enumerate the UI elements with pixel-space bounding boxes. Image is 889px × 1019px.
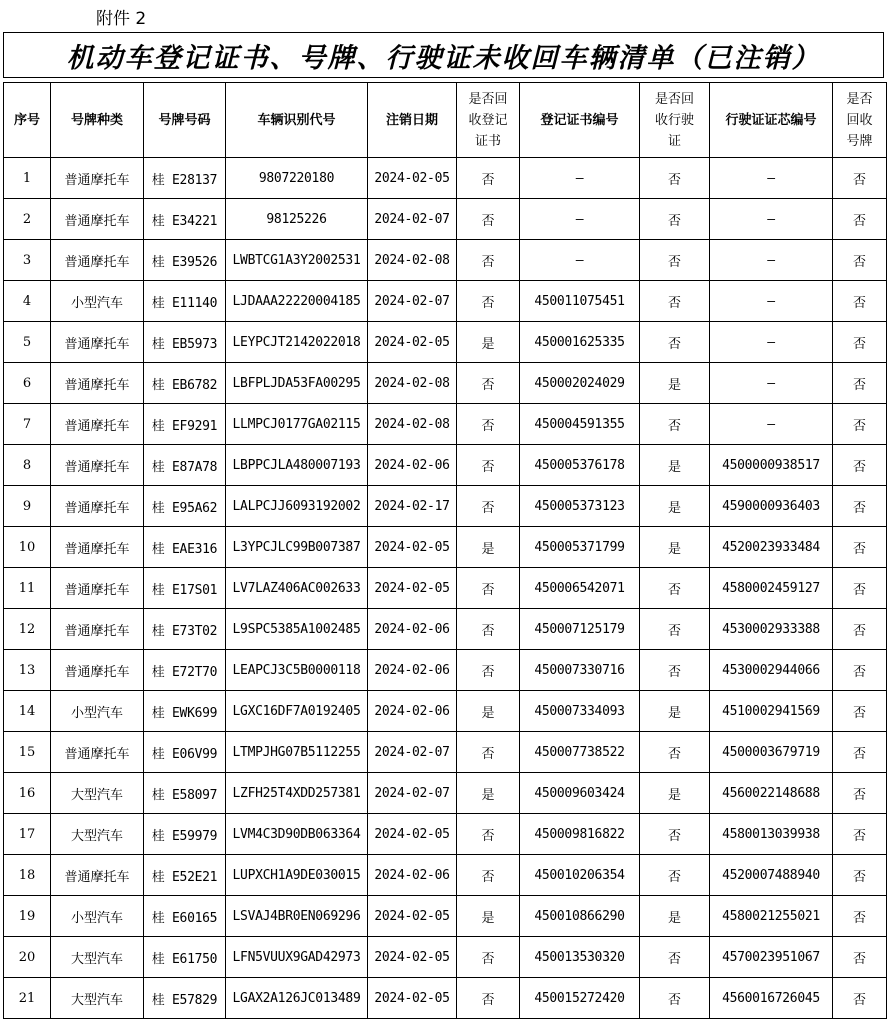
header-row [4, 83, 887, 158]
cell-license-core-no: 4570023951067 [710, 937, 833, 978]
cell-license-core-no: 4560016726045 [710, 978, 833, 1019]
cell-plate-type: 普通摩托车 [51, 445, 144, 486]
cell-plate-no: 桂 E73T02 [144, 609, 226, 650]
cell-license-recovered: 否 [640, 855, 710, 896]
cell-cert-recovered: 否 [457, 199, 520, 240]
cell-vin: L3YPCJLC99B007387 [226, 527, 368, 568]
cell-seq: 3 [4, 240, 51, 281]
cell-plate-no: 桂 E34221 [144, 199, 226, 240]
cell-plate-recovered: 否 [833, 691, 887, 732]
cell-license-recovered: 否 [640, 650, 710, 691]
cell-vin: LEYPCJT2142022018 [226, 322, 368, 363]
cell-plate-recovered: 否 [833, 199, 887, 240]
cell-cancel-date: 2024-02-06 [368, 445, 457, 486]
header-cert-recovered-l2: 收登记 [468, 112, 508, 128]
cell-cancel-date: 2024-02-05 [368, 158, 457, 199]
cell-seq: 9 [4, 486, 51, 527]
table-row [4, 650, 887, 691]
cell-seq: 17 [4, 814, 51, 855]
cell-vin: LUPXCH1A9DE030015 [226, 855, 368, 896]
cell-cancel-date: 2024-02-05 [368, 978, 457, 1019]
header-plate-recovered-l1: 是否 [846, 91, 873, 107]
header-plate-recovered-l3: 号牌 [846, 133, 873, 149]
cell-cert-no: 450009816822 [520, 814, 640, 855]
cell-plate-recovered: 否 [833, 322, 887, 363]
cell-cancel-date: 2024-02-06 [368, 609, 457, 650]
cell-plate-no: 桂 EF9291 [144, 404, 226, 445]
header-cert-no [520, 83, 640, 158]
cell-license-core-no: 4580002459127 [710, 568, 833, 609]
cell-cert-no: 450005373123 [520, 486, 640, 527]
cell-license-core-no: 4500003679719 [710, 732, 833, 773]
cell-seq: 21 [4, 978, 51, 1019]
table-row [4, 773, 887, 814]
cell-plate-recovered: 否 [833, 158, 887, 199]
cell-plate-recovered: 否 [833, 527, 887, 568]
cell-cert-no: 450015272420 [520, 978, 640, 1019]
cell-license-recovered: 是 [640, 691, 710, 732]
cell-license-core-no: 4560022148688 [710, 773, 833, 814]
cell-plate-no: 桂 E59979 [144, 814, 226, 855]
cell-plate-type: 普通摩托车 [51, 199, 144, 240]
cell-cert-no: 450010206354 [520, 855, 640, 896]
cell-license-core-no: — [710, 404, 833, 445]
table-row [4, 199, 887, 240]
cell-plate-no: 桂 E17S01 [144, 568, 226, 609]
cell-license-recovered: 是 [640, 445, 710, 486]
cell-cancel-date: 2024-02-07 [368, 281, 457, 322]
cell-vin: L9SPC5385A1002485 [226, 609, 368, 650]
table-body [4, 158, 887, 1019]
table-row [4, 486, 887, 527]
cell-plate-recovered: 否 [833, 568, 887, 609]
cell-plate-recovered: 否 [833, 404, 887, 445]
table-row [4, 445, 887, 486]
cell-license-core-no: — [710, 240, 833, 281]
cell-plate-type: 普通摩托车 [51, 609, 144, 650]
cell-plate-type: 普通摩托车 [51, 158, 144, 199]
cell-plate-type: 普通摩托车 [51, 568, 144, 609]
cell-cert-recovered: 否 [457, 650, 520, 691]
cell-cancel-date: 2024-02-05 [368, 527, 457, 568]
cell-cert-no: — [520, 158, 640, 199]
cell-license-core-no: 4580021255021 [710, 896, 833, 937]
cell-plate-no: 桂 E60165 [144, 896, 226, 937]
cell-seq: 7 [4, 404, 51, 445]
cell-cert-no: — [520, 199, 640, 240]
cell-cancel-date: 2024-02-05 [368, 937, 457, 978]
header-seq-label: 序号 [13, 112, 40, 128]
cell-license-recovered: 是 [640, 773, 710, 814]
cell-plate-no: 桂 E87A78 [144, 445, 226, 486]
cell-license-recovered: 否 [640, 322, 710, 363]
cell-license-recovered: 是 [640, 363, 710, 404]
cell-plate-type: 大型汽车 [51, 814, 144, 855]
cell-plate-no: 桂 EB5973 [144, 322, 226, 363]
header-vin [226, 83, 368, 158]
cell-license-core-no: 4580013039938 [710, 814, 833, 855]
cell-cert-recovered: 否 [457, 404, 520, 445]
cell-cancel-date: 2024-02-17 [368, 486, 457, 527]
cell-seq: 4 [4, 281, 51, 322]
cell-cancel-date: 2024-02-05 [368, 814, 457, 855]
header-cert-recovered-l3: 证书 [474, 133, 501, 149]
cell-cert-recovered: 是 [457, 896, 520, 937]
cell-plate-no: 桂 E95A62 [144, 486, 226, 527]
cell-vin: LSVAJ4BR0EN069296 [226, 896, 368, 937]
cell-cert-recovered: 是 [457, 322, 520, 363]
cell-cert-recovered: 否 [457, 158, 520, 199]
cell-seq: 18 [4, 855, 51, 896]
cell-vin: 98125226 [226, 199, 368, 240]
cell-plate-type: 普通摩托车 [51, 404, 144, 445]
table-row [4, 568, 887, 609]
cell-license-recovered: 否 [640, 978, 710, 1019]
cell-license-core-no: 4530002933388 [710, 609, 833, 650]
table-row [4, 527, 887, 568]
cell-seq: 1 [4, 158, 51, 199]
header-cancel-date-label: 注销日期 [385, 112, 438, 128]
cell-license-core-no: 4520023933484 [710, 527, 833, 568]
header-license-recovered-l1: 是否回 [654, 91, 694, 107]
cell-cert-recovered: 否 [457, 732, 520, 773]
cell-cert-recovered: 否 [457, 609, 520, 650]
cell-plate-type: 普通摩托车 [51, 855, 144, 896]
table-row [4, 240, 887, 281]
cell-plate-no: 桂 E06V99 [144, 732, 226, 773]
header-cert-no-label: 登记证书编号 [540, 112, 619, 128]
cell-license-recovered: 是 [640, 896, 710, 937]
cell-license-recovered: 否 [640, 240, 710, 281]
cell-plate-recovered: 否 [833, 650, 887, 691]
cell-vin: LBFPLJDA53FA00295 [226, 363, 368, 404]
cell-license-recovered: 否 [640, 937, 710, 978]
cell-plate-type: 小型汽车 [51, 691, 144, 732]
cell-cert-no: 450001625335 [520, 322, 640, 363]
cell-plate-no: 桂 E11140 [144, 281, 226, 322]
cell-cancel-date: 2024-02-05 [368, 896, 457, 937]
cell-plate-type: 普通摩托车 [51, 322, 144, 363]
cell-plate-no: 桂 EB6782 [144, 363, 226, 404]
cell-plate-type: 普通摩托车 [51, 527, 144, 568]
cell-plate-recovered: 否 [833, 732, 887, 773]
cell-plate-type: 普通摩托车 [51, 240, 144, 281]
cell-cert-no: 450007738522 [520, 732, 640, 773]
header-license-recovered [640, 83, 710, 158]
header-license-core-no [710, 83, 833, 158]
cell-plate-recovered: 否 [833, 978, 887, 1019]
cell-vin: LEAPCJ3C5B0000118 [226, 650, 368, 691]
cell-cancel-date: 2024-02-08 [368, 363, 457, 404]
cell-seq: 8 [4, 445, 51, 486]
cell-vin: LFN5VUUX9GAD42973 [226, 937, 368, 978]
cell-vin: LJDAAA22220004185 [226, 281, 368, 322]
table-row [4, 814, 887, 855]
cell-vin: LLMPCJ0177GA02115 [226, 404, 368, 445]
header-cert-recovered [457, 83, 520, 158]
header-vin-label: 车辆识别代号 [257, 112, 336, 128]
cell-cert-no: 450013530320 [520, 937, 640, 978]
header-seq [4, 83, 51, 158]
cell-vin: LBPPCJLA480007193 [226, 445, 368, 486]
header-cert-recovered-l1: 是否回 [468, 91, 508, 107]
cell-cancel-date: 2024-02-07 [368, 773, 457, 814]
cell-cert-no: 450006542071 [520, 568, 640, 609]
cell-license-recovered: 是 [640, 486, 710, 527]
cell-cancel-date: 2024-02-07 [368, 732, 457, 773]
cell-plate-recovered: 否 [833, 281, 887, 322]
cell-plate-recovered: 否 [833, 855, 887, 896]
table-row [4, 896, 887, 937]
cell-cancel-date: 2024-02-06 [368, 691, 457, 732]
cell-plate-recovered: 否 [833, 814, 887, 855]
header-plate-no [144, 83, 226, 158]
cell-cert-recovered: 否 [457, 281, 520, 322]
cell-cert-recovered: 是 [457, 773, 520, 814]
cell-license-recovered: 否 [640, 199, 710, 240]
attachment-label: 附件 2 [96, 9, 147, 29]
cell-cert-recovered: 否 [457, 855, 520, 896]
cell-seq: 2 [4, 199, 51, 240]
cell-license-core-no: — [710, 281, 833, 322]
cell-seq: 6 [4, 363, 51, 404]
cell-plate-recovered: 否 [833, 363, 887, 404]
cell-license-core-no: 4530002944066 [710, 650, 833, 691]
table-row [4, 855, 887, 896]
header-plate-no-label: 号牌号码 [158, 112, 211, 128]
cell-cancel-date: 2024-02-06 [368, 650, 457, 691]
cell-plate-recovered: 否 [833, 937, 887, 978]
cell-plate-type: 普通摩托车 [51, 363, 144, 404]
cell-plate-no: 桂 EWK699 [144, 691, 226, 732]
table-row [4, 322, 887, 363]
title-box [3, 32, 884, 78]
cell-vin: LZFH25T4XDD257381 [226, 773, 368, 814]
header-plate-recovered [833, 83, 887, 158]
cell-plate-recovered: 否 [833, 773, 887, 814]
cell-cert-recovered: 是 [457, 527, 520, 568]
cell-plate-recovered: 否 [833, 240, 887, 281]
cell-plate-recovered: 否 [833, 486, 887, 527]
cell-vin: LGAX2A126JC013489 [226, 978, 368, 1019]
header-plate-recovered-l2: 回收 [846, 112, 873, 128]
cell-plate-recovered: 否 [833, 609, 887, 650]
table-row [4, 732, 887, 773]
cell-cert-no: 450005371799 [520, 527, 640, 568]
cell-license-core-no: 4510002941569 [710, 691, 833, 732]
header-license-recovered-l3: 证 [667, 133, 681, 149]
cell-plate-type: 普通摩托车 [51, 732, 144, 773]
cell-plate-type: 普通摩托车 [51, 486, 144, 527]
cell-cert-recovered: 否 [457, 568, 520, 609]
cell-vin: LV7LAZ406AC002633 [226, 568, 368, 609]
cell-cert-recovered: 是 [457, 691, 520, 732]
cell-plate-no: 桂 EAE316 [144, 527, 226, 568]
cell-plate-no: 桂 E61750 [144, 937, 226, 978]
cell-vin: LTMPJHG07B5112255 [226, 732, 368, 773]
cell-vin: LVM4C3D90DB063364 [226, 814, 368, 855]
cell-seq: 19 [4, 896, 51, 937]
cell-license-recovered: 否 [640, 404, 710, 445]
cell-vin: LWBTCG1A3Y2002531 [226, 240, 368, 281]
cell-vin: LALPCJJ6093192002 [226, 486, 368, 527]
cell-plate-no: 桂 E57829 [144, 978, 226, 1019]
cell-cert-recovered: 否 [457, 937, 520, 978]
table-row [4, 281, 887, 322]
cell-cert-no: 450010866290 [520, 896, 640, 937]
table-row [4, 937, 887, 978]
cell-cancel-date: 2024-02-08 [368, 404, 457, 445]
cell-plate-recovered: 否 [833, 896, 887, 937]
cell-seq: 15 [4, 732, 51, 773]
table-row [4, 609, 887, 650]
cell-cert-recovered: 否 [457, 814, 520, 855]
cell-plate-recovered: 否 [833, 445, 887, 486]
table-row [4, 978, 887, 1019]
cell-license-core-no: 4590000936403 [710, 486, 833, 527]
cell-seq: 14 [4, 691, 51, 732]
header-plate-type [51, 83, 144, 158]
cell-cert-no: 450007334093 [520, 691, 640, 732]
cell-cert-no: 450004591355 [520, 404, 640, 445]
cell-seq: 16 [4, 773, 51, 814]
cell-license-recovered: 否 [640, 158, 710, 199]
cell-cancel-date: 2024-02-07 [368, 199, 457, 240]
cell-license-recovered: 否 [640, 568, 710, 609]
cell-cancel-date: 2024-02-06 [368, 855, 457, 896]
cell-plate-type: 大型汽车 [51, 773, 144, 814]
table-row [4, 158, 887, 199]
cell-seq: 13 [4, 650, 51, 691]
cell-license-core-no: — [710, 158, 833, 199]
cell-plate-type: 小型汽车 [51, 896, 144, 937]
header-license-recovered-l2: 收行驶 [654, 112, 694, 128]
header-plate-type-label: 号牌种类 [70, 112, 123, 128]
header-cancel-date [368, 83, 457, 158]
cell-vin: LGXC16DF7A0192405 [226, 691, 368, 732]
cell-cert-recovered: 否 [457, 363, 520, 404]
cell-plate-type: 大型汽车 [51, 937, 144, 978]
cell-license-recovered: 否 [640, 281, 710, 322]
cell-license-recovered: 否 [640, 814, 710, 855]
cell-cancel-date: 2024-02-08 [368, 240, 457, 281]
cell-seq: 5 [4, 322, 51, 363]
cell-seq: 20 [4, 937, 51, 978]
table-row [4, 363, 887, 404]
cell-cert-no: 450007125179 [520, 609, 640, 650]
cell-plate-no: 桂 E52E21 [144, 855, 226, 896]
cell-license-core-no: — [710, 322, 833, 363]
cell-license-recovered: 否 [640, 732, 710, 773]
cell-plate-type: 大型汽车 [51, 978, 144, 1019]
cell-cert-no: 450002024029 [520, 363, 640, 404]
cell-cert-no: 450007330716 [520, 650, 640, 691]
table-row [4, 404, 887, 445]
cell-license-core-no: 4520007488940 [710, 855, 833, 896]
vehicle-table [3, 82, 887, 1019]
cell-license-core-no: — [710, 363, 833, 404]
cell-plate-no: 桂 E58097 [144, 773, 226, 814]
cell-license-recovered: 否 [640, 609, 710, 650]
cell-cancel-date: 2024-02-05 [368, 322, 457, 363]
cell-seq: 12 [4, 609, 51, 650]
cell-license-recovered: 是 [640, 527, 710, 568]
cell-cert-no: 450011075451 [520, 281, 640, 322]
cell-cert-recovered: 否 [457, 445, 520, 486]
cell-cancel-date: 2024-02-05 [368, 568, 457, 609]
cell-plate-no: 桂 E28137 [144, 158, 226, 199]
cell-cert-recovered: 否 [457, 486, 520, 527]
cell-license-core-no: — [710, 199, 833, 240]
cell-plate-no: 桂 E39526 [144, 240, 226, 281]
cell-cert-no: — [520, 240, 640, 281]
cell-seq: 10 [4, 527, 51, 568]
cell-plate-type: 小型汽车 [51, 281, 144, 322]
cell-cert-no: 450005376178 [520, 445, 640, 486]
cell-seq: 11 [4, 568, 51, 609]
cell-plate-no: 桂 E72T70 [144, 650, 226, 691]
document-title: 机动车登记证书、号牌、行驶证未收回车辆清单（已注销） [66, 42, 821, 74]
cell-cert-recovered: 否 [457, 240, 520, 281]
table-row [4, 691, 887, 732]
cell-cert-no: 450009603424 [520, 773, 640, 814]
cell-cert-recovered: 否 [457, 978, 520, 1019]
cell-plate-type: 普通摩托车 [51, 650, 144, 691]
header-license-core-no-label: 行驶证证芯编号 [725, 112, 817, 128]
cell-vin: 9807220180 [226, 158, 368, 199]
cell-license-core-no: 4500000938517 [710, 445, 833, 486]
